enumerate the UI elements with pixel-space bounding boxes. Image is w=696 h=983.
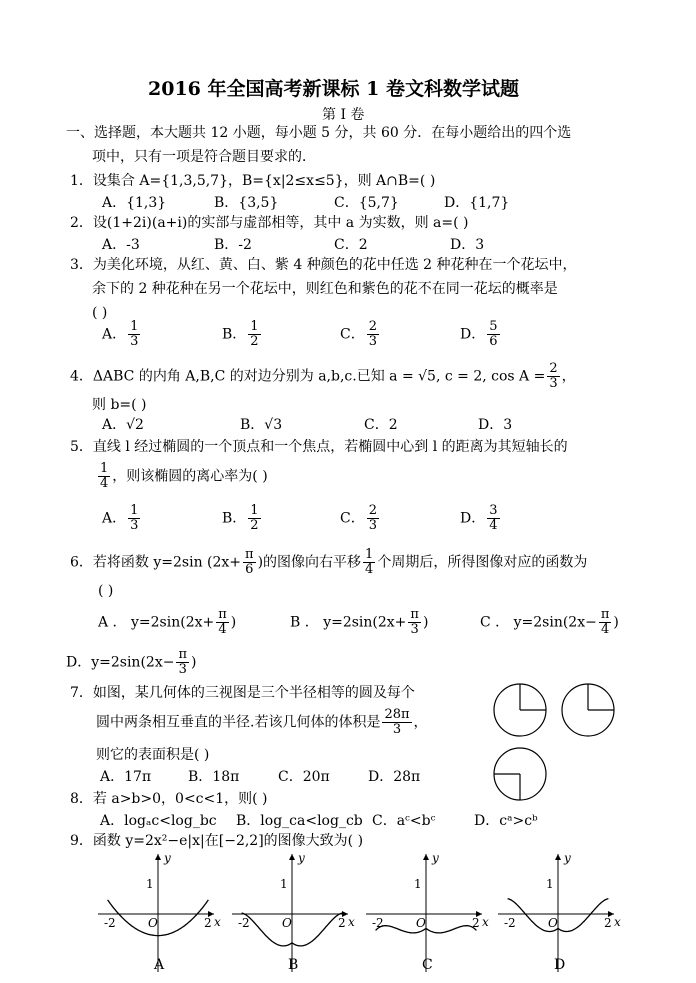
x-axis-label: x [214, 915, 221, 929]
top-view-circle [494, 748, 546, 800]
q3-line3: ( ) [92, 305, 108, 321]
q4-line2: 则 b=( ) [92, 397, 147, 413]
tick-label-1: 1 [546, 877, 554, 891]
q1-option-d: D．{1,7} [444, 195, 510, 211]
section-header-line1: 一、选择题，本大题共 12 小题，每小题 5 分，共 60 分．在每小题给出的四个选 [66, 125, 572, 141]
q6-option-a: A ． y=2sin(2x+ $\frac{\pi}{4}$ ) [98, 607, 237, 637]
tick-label-2: 2 [204, 916, 212, 930]
y-axis-arrow [423, 854, 429, 860]
q3-line1: 3．为美化环境，从红、黄、白、紫 4 种颜色的花中任选 2 种花种在一个花坛中， [70, 257, 577, 273]
q4-option-c: C．2 [364, 417, 398, 433]
q5-option-d: D． $\frac{3}{4}$ [460, 503, 498, 533]
graph-label-c: C [422, 957, 433, 973]
q3-option-c: C． $\frac{2}{3}$ [340, 319, 377, 349]
y-axis-arrow [555, 854, 561, 860]
q3-line2: 余下的 2 种花种在另一个花坛中，则红色和紫色的花不在同一花坛的概率是 [92, 281, 558, 297]
y-axis-label: y [298, 851, 305, 865]
q7-line3: 则它的表面积是( ) [96, 747, 210, 763]
tick-label-1: 1 [414, 877, 422, 891]
q4-stem: 4．ΔABC 的内角 A,B,C 的对边分别为 a,b,c.已知 a = √5, c = 2, cos A = $\frac{2}{3}$ ， [70, 361, 576, 391]
q7-option-b: B．18π [188, 769, 240, 785]
q2-option-b: B．-2 [214, 237, 252, 253]
y-axis-arrow [155, 854, 161, 860]
graph-label-d: D [554, 957, 566, 973]
q8-option-b: B．log_ca<log_cb [236, 813, 363, 829]
q7-line1: 7．如图，某几何体的三视图是三个半径相等的圆及每个 [70, 685, 415, 701]
q6-stem: 6．若将函数 y=2sin (2x+ $\frac{\pi}{6}$ )的图像向右平移 $\frac{1}{4}$ 个周期后，所得图像对应的函数为 [70, 547, 588, 577]
q1-option-a: A．{1,3} [102, 195, 167, 211]
tick-label-2: 2 [338, 916, 346, 930]
y-axis-label: y [164, 851, 171, 865]
q8-option-d: D．cᵃ>cᵇ [474, 813, 538, 829]
q8-option-a: A．logₐc<log_bc [100, 813, 217, 829]
q5-option-a: A． $\frac{1}{3}$ [102, 503, 139, 533]
q5-option-c: C． $\frac{2}{3}$ [340, 503, 377, 533]
tick-label-1: 1 [146, 877, 154, 891]
q7-line2: 圆中两条相互垂直的半径.若该几何体的体积是 $\frac{28\pi}{3}$ ， [96, 707, 428, 737]
q8-stem: 8．若 a>b>0，0<c<1，则( ) [70, 791, 268, 807]
q2-option-d: D．3 [450, 237, 485, 253]
q4-option-b: B．√3 [240, 417, 283, 433]
q6-option-d: D．y=2sin(2x− $\frac{\pi}{3}$ ) [66, 647, 197, 677]
q4-option-d: D．3 [478, 417, 513, 433]
q2-option-a: A．-3 [102, 237, 140, 253]
q3-option-a: A． $\frac{1}{3}$ [102, 319, 139, 349]
q9-stem: 9．函数 y=2x²−e|x|在[−2,2]的图像大致为( ) [70, 833, 364, 849]
q1-option-b: B．{3,5} [214, 195, 279, 211]
y-axis-label: y [564, 851, 571, 865]
q5-line2: $\frac{1}{4}$ ，则该椭圆的离心率为( ) [100, 461, 268, 491]
q7-option-a: A．17π [100, 769, 152, 785]
graph-label-b: B [288, 957, 299, 973]
tick-label-1: 1 [280, 877, 288, 891]
tick-label-neg2: -2 [504, 916, 516, 930]
front-view-circle [494, 684, 546, 736]
q6-option-b: B ． y=2sin(2x+ $\frac{\pi}{3}$ ) [290, 607, 429, 637]
x-axis-label: x [614, 915, 621, 929]
graph-label-a: A [154, 957, 165, 973]
q3-option-d: D． $\frac{5}{6}$ [460, 319, 498, 349]
page-title: 2016 年全国高考新课标 1 卷文科数学试题 [148, 78, 519, 100]
y-axis-arrow [289, 854, 295, 860]
q8-option-c: C．aᶜ<bᶜ [372, 813, 436, 829]
q6-line2: ( ) [98, 583, 114, 599]
q7-option-d: D．28π [368, 769, 421, 785]
origin-label: O [548, 916, 558, 930]
y-axis-label: y [432, 851, 439, 865]
tick-label-2: 2 [604, 916, 612, 930]
q5-option-b: B． $\frac{1}{2}$ [222, 503, 259, 533]
q3-option-b: B． $\frac{1}{2}$ [222, 319, 259, 349]
side-view-circle [562, 684, 614, 736]
origin-label: O [282, 916, 292, 930]
section-header-line2: 项中，只有一项是符合题目要求的． [92, 149, 316, 165]
q1-option-c: C．{5,7} [334, 195, 399, 211]
tick-label-neg2: -2 [104, 916, 116, 930]
tick-label-2: 2 [472, 916, 480, 930]
q2-stem: 2．设(1+2i)(a+i)的实部与虚部相等，其中 a 为实数，则 a=( ) [70, 215, 469, 231]
origin-label: O [416, 916, 426, 930]
volume-label: 第 I 卷 [322, 107, 365, 123]
q7-option-c: C．20π [278, 769, 330, 785]
q5-line1: 5．直线 l 经过椭圆的一个顶点和一个焦点，若椭圆中心到 l 的距离为其短轴长的 [70, 439, 568, 455]
origin-label: O [148, 916, 158, 930]
q4-option-a: A．√2 [102, 417, 144, 433]
three-view-figure [490, 680, 650, 810]
q6-option-c: C ． y=2sin(2x− $\frac{\pi}{4}$ ) [480, 607, 619, 637]
x-axis-label: x [348, 915, 355, 929]
x-axis-label: x [482, 915, 489, 929]
tick-label-neg2: -2 [238, 916, 250, 930]
tick-label-neg2: -2 [372, 916, 384, 930]
q1-stem: 1．设集合 A={1,3,5,7}，B={x|2≤x≤5}，则 A∩B=( ) [70, 173, 436, 189]
q2-option-c: C．2 [334, 237, 368, 253]
